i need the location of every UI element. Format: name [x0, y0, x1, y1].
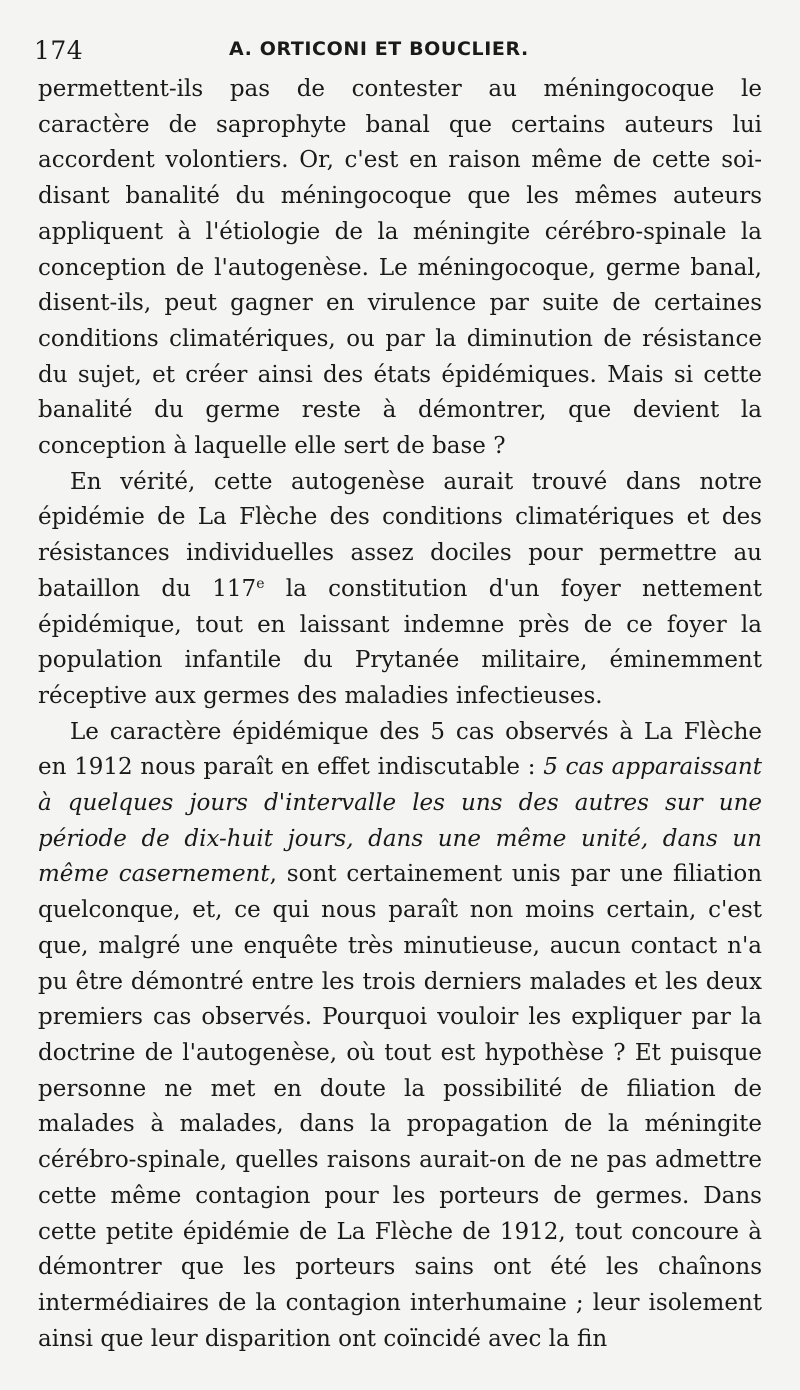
paragraph-2 [38, 465, 762, 715]
paragraph-2-text-b: la constitution d'un foyer nettement épidémique, tout en laissant indemne près de ce foyer la population infantile du Prytanée militaire, éminemment réceptive aux germes des maladies infectieuses. [38, 575, 762, 709]
running-head [34, 28, 764, 68]
paragraph-3 [38, 715, 762, 1358]
paragraph-3-text-a: Le caractère épidémique des 5 cas observés à La Flèche en 1912 nous paraît en effet indiscutable : [38, 718, 762, 781]
page-number: 174 [34, 36, 84, 65]
ordinal-superscript: e [256, 575, 265, 592]
paragraph-2-text-a: En vérité, cette autogenèse aurait trouvé dans notre épidémie de La Flèche des conditions climatériques et des résistances individuelles assez dociles pour permettre au bataillon du 117 [38, 468, 762, 602]
paragraph-3-text-b: , sont certainement unis par une filiation quelconque, et, ce qui nous paraît non moins certain, c'est que, malgré une enquête très minutieuse, aucun contact n'a pu être démontré entre les trois derniers malades et les deux premiers cas observés. Pourquoi vouloir les expliquer par la doctrine de l'autogenèse, où tout est hypothèse ? Et puisque personne ne met en doute la possibilité de filiation de malades à malades, dans la propagation de la méningite cérébro-spinale, quelles raisons aurait-on de ne pas admettre cette même contagion pour les porteurs de germes. Dans cette petite épidémie de La Flèche de 1912, tout concoure à démontrer que les porteurs sains ont été les chaînons intermédiaires de la contagion interhumaine ; leur isolement ainsi que leur disparition ont coïncidé avec la fin [38, 861, 763, 1352]
paragraph-3-italic: 5 cas apparaissant à quelques jours d'intervalle les uns des autres sur une période de dix-huit jours, dans une même unité, dans un même casernement [38, 754, 762, 888]
running-title: A. ORTICONI ET BOUCLIER. [229, 38, 529, 60]
body-text [38, 72, 762, 1357]
paragraph-1-text: permettent-ils pas de contester au méningocoque le caractère de saprophyte banal que certains auteurs lui accordent volontiers. Or, c'est en raison même de cette soi-disant banalité du méningocoque que les mêmes auteurs appliquent à l'étiologie de la méningite cérébro-spinale la conception de l'autogenèse. Le méningocoque, germe banal, disent-ils, peut gagner en virulence par suite de certaines conditions climatériques, ou par la diminution de résistance du sujet, et créer ainsi des états épidémiques. Mais si cette banalité du germe reste à démontrer, que devient la conception à laquelle elle sert de base ? [38, 76, 762, 460]
paragraph-1 [38, 72, 762, 465]
